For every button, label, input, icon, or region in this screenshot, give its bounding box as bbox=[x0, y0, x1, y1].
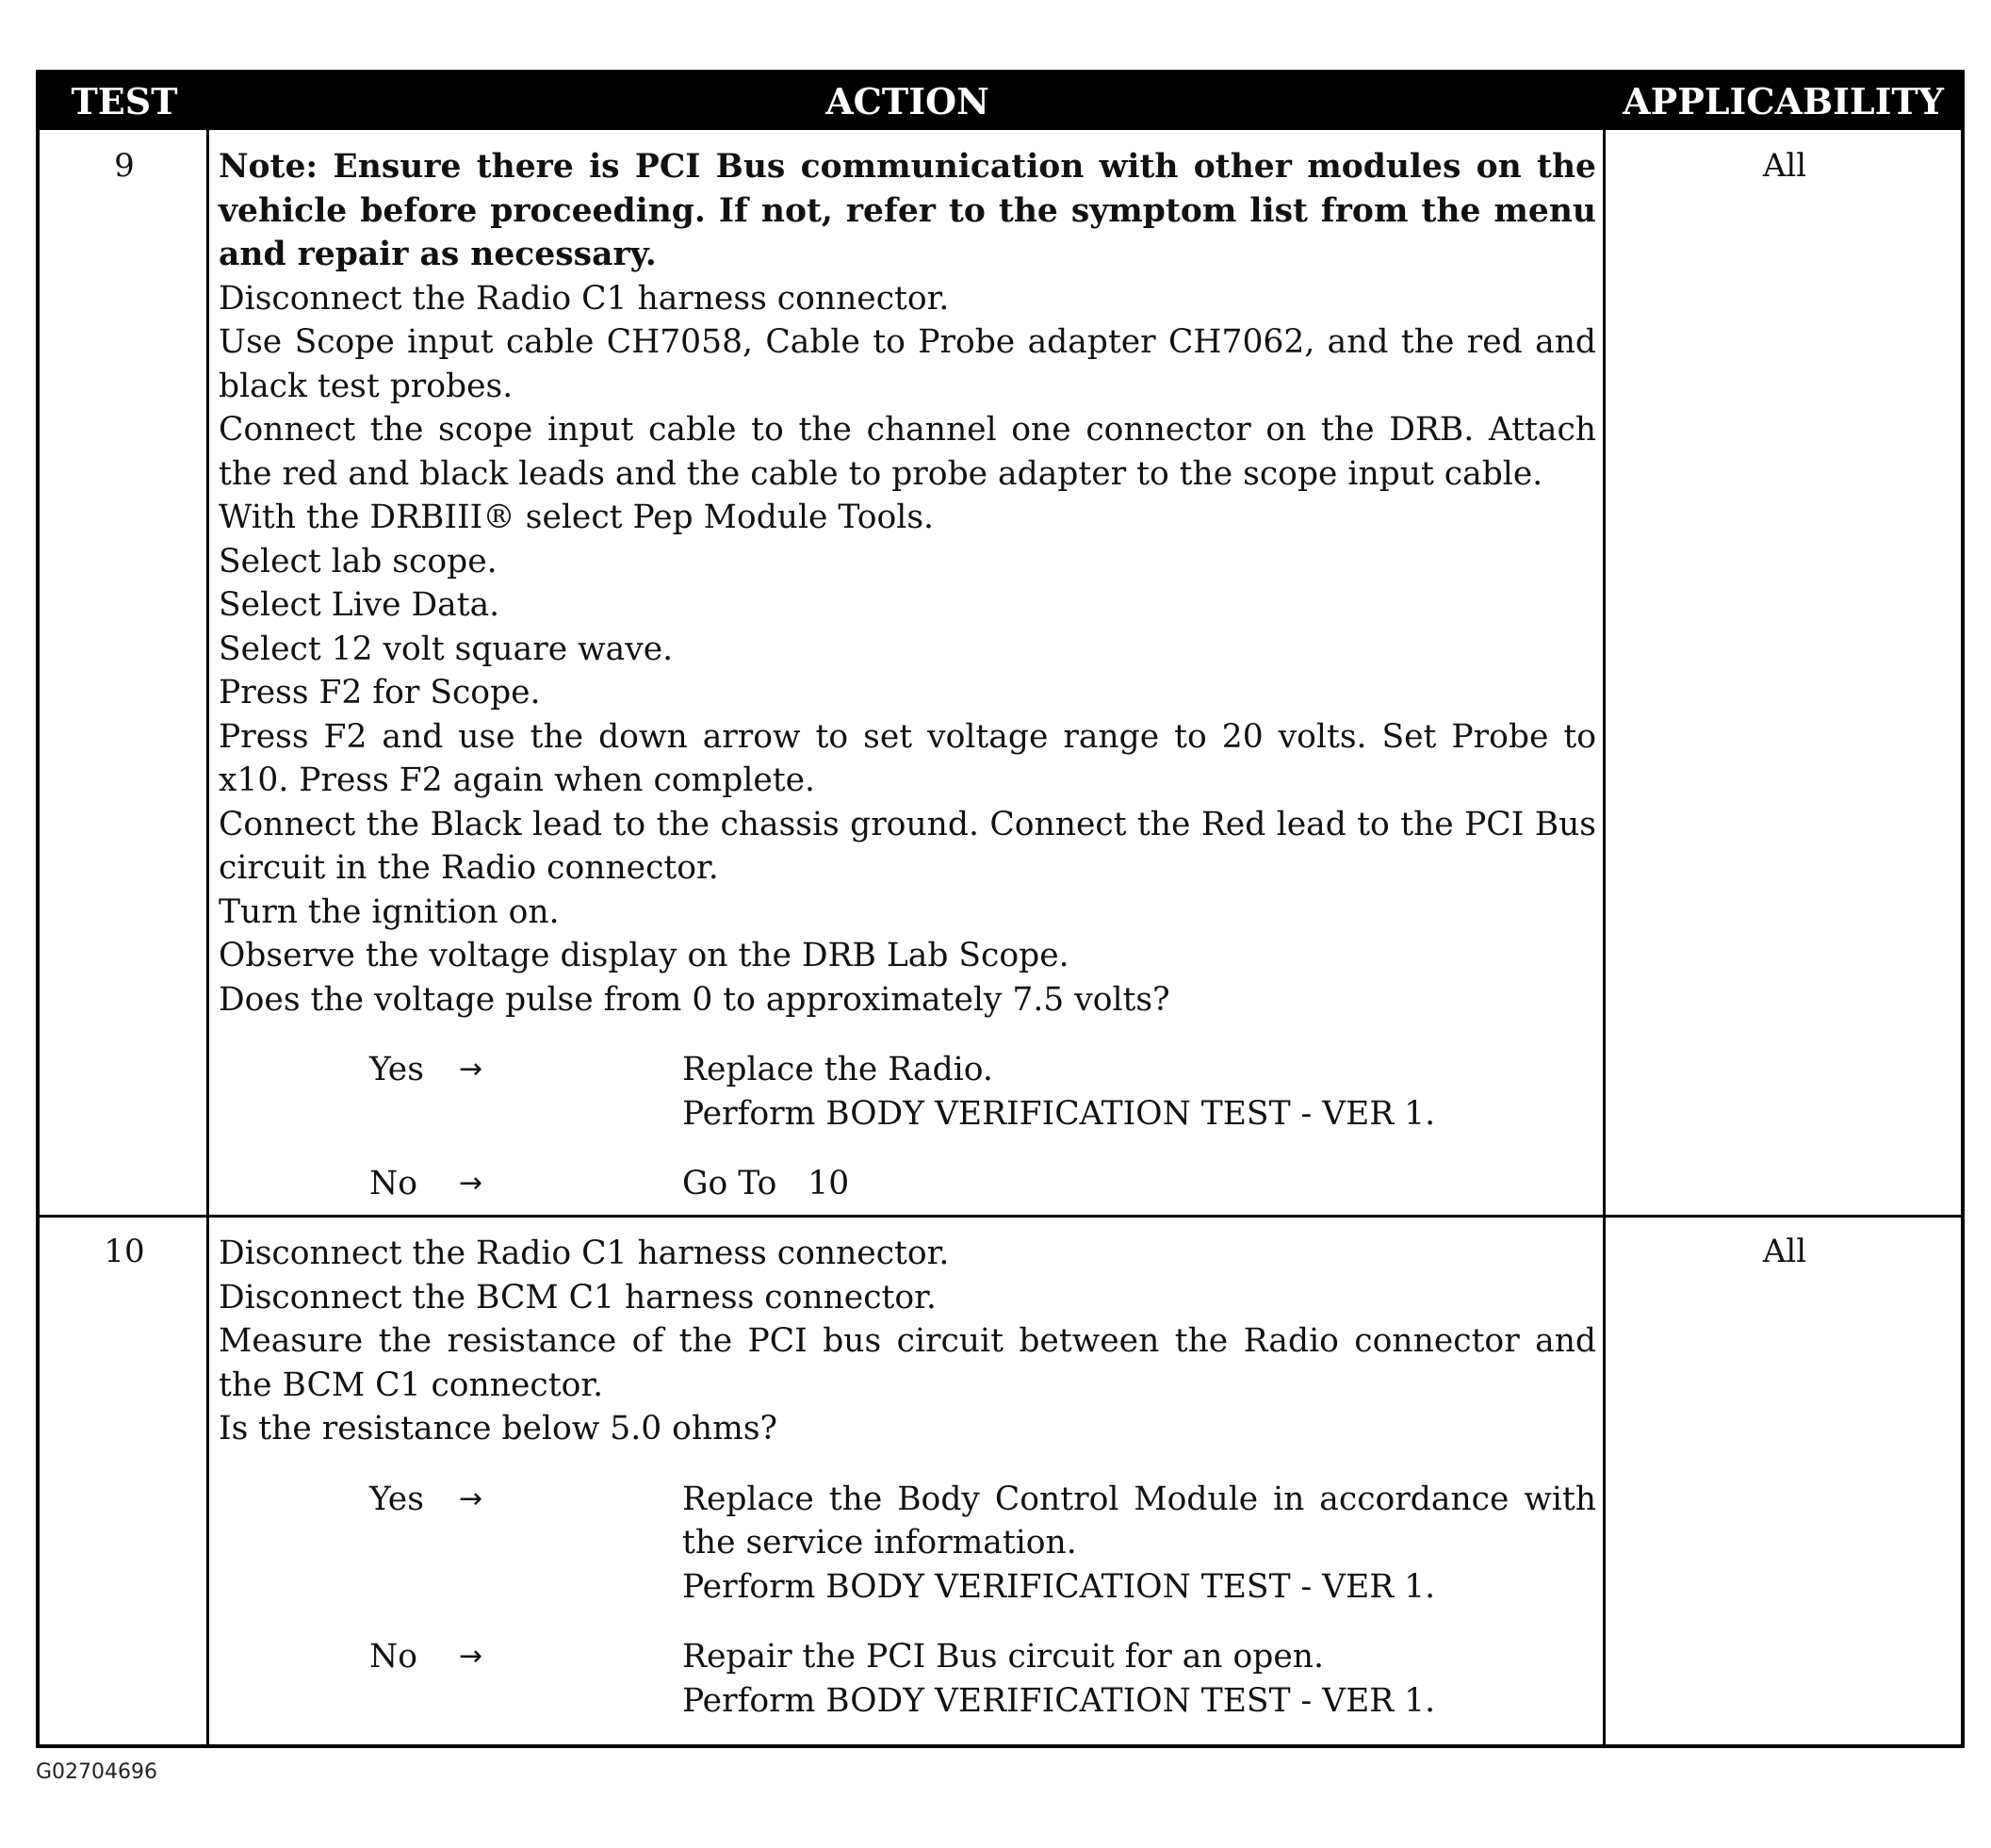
no-label: No bbox=[369, 1638, 417, 1676]
arrow-right-icon: → bbox=[459, 1053, 483, 1086]
table-header bbox=[40, 74, 1961, 130]
yes-label: Yes bbox=[369, 1480, 424, 1518]
header-applicability: APPLICABILITY bbox=[1623, 80, 1944, 123]
step-text: Select lab scope. bbox=[219, 542, 498, 581]
step-text: Connect the Black lead to the chassis ground. Connect the Red lead to the PCI Bus circuit in the Radio connector. bbox=[219, 805, 1596, 887]
step-text: Connect the scope input cable to the channel one connector on the DRB. Attach the red and black leads and the cable to probe adapter to the scope input cable. bbox=[219, 411, 1596, 493]
result-text: Replace the Radio. bbox=[682, 1051, 993, 1088]
result-text: Replace the Body Control Module in accordance with the service information. bbox=[682, 1480, 1596, 1562]
arrow-right-icon: → bbox=[459, 1640, 483, 1673]
yes-branch bbox=[369, 1048, 1596, 1136]
step-text: Measure the resistance of the PCI bus circuit between the Radio connector and the BCM C1 connector. bbox=[219, 1322, 1596, 1404]
diagnostic-table bbox=[36, 70, 1965, 1748]
result-text: Go To 10 bbox=[682, 1165, 850, 1202]
test-number: 9 bbox=[114, 147, 135, 185]
action-cell bbox=[219, 1232, 1596, 1723]
column-divider bbox=[206, 130, 209, 1748]
note-text: Note: Ensure there is PCI Bus communication with other modules on the vehicle before proceeding. If not, refer to the symptom list from the menu and repair as necessary. bbox=[219, 148, 1596, 273]
yes-label: Yes bbox=[369, 1051, 424, 1088]
step-text: Turn the ignition on. bbox=[219, 892, 560, 931]
figure-id: G02704696 bbox=[36, 1760, 158, 1784]
test-number: 10 bbox=[104, 1233, 145, 1270]
applicability-value: All bbox=[1762, 1233, 1807, 1270]
arrow-right-icon: → bbox=[459, 1481, 483, 1515]
step-text: Select 12 volt square wave. bbox=[219, 630, 674, 668]
result-text: Perform BODY VERIFICATION TEST - VER 1. bbox=[682, 1681, 1436, 1720]
step-text: With the DRBIII® select Pep Module Tools. bbox=[219, 499, 934, 536]
applicability-value: All bbox=[1762, 147, 1807, 185]
header-test: TEST bbox=[71, 80, 178, 123]
header-action: ACTION bbox=[825, 80, 989, 123]
row-divider bbox=[40, 1215, 1961, 1218]
result-text: Perform BODY VERIFICATION TEST - VER 1. bbox=[682, 1567, 1436, 1606]
column-divider bbox=[1603, 130, 1606, 1748]
step-text: Select Live Data. bbox=[219, 586, 500, 624]
step-text: Does the voltage pulse from 0 to approximately 7.5 volts? bbox=[219, 980, 1170, 1019]
step-text: Disconnect the BCM C1 harness connector. bbox=[219, 1278, 937, 1316]
yes-branch bbox=[369, 1478, 1596, 1610]
step-text: Disconnect the Radio C1 harness connector. bbox=[219, 1235, 950, 1272]
arrow-right-icon: → bbox=[459, 1167, 483, 1200]
action-cell bbox=[219, 145, 1596, 1206]
step-text: Use Scope input cable CH7058, Cable to Probe adapter CH7062, and the red and black test probes. bbox=[219, 323, 1596, 405]
step-text: Press F2 and use the down arrow to set voltage range to 20 volts. Set Probe to x10. Press F2 again when complete. bbox=[219, 717, 1596, 799]
result-text: Perform BODY VERIFICATION TEST - VER 1. bbox=[682, 1094, 1436, 1133]
no-branch bbox=[369, 1162, 1596, 1206]
step-text: Is the resistance below 5.0 ohms? bbox=[219, 1410, 778, 1447]
result-text: Repair the PCI Bus circuit for an open. bbox=[682, 1638, 1324, 1676]
step-text: Observe the voltage display on the DRB Lab Scope. bbox=[219, 937, 1069, 974]
step-text: Disconnect the Radio C1 harness connector. bbox=[219, 279, 950, 318]
step-text: Press F2 for Scope. bbox=[219, 674, 541, 711]
no-branch bbox=[369, 1635, 1596, 1723]
no-label: No bbox=[369, 1165, 417, 1202]
